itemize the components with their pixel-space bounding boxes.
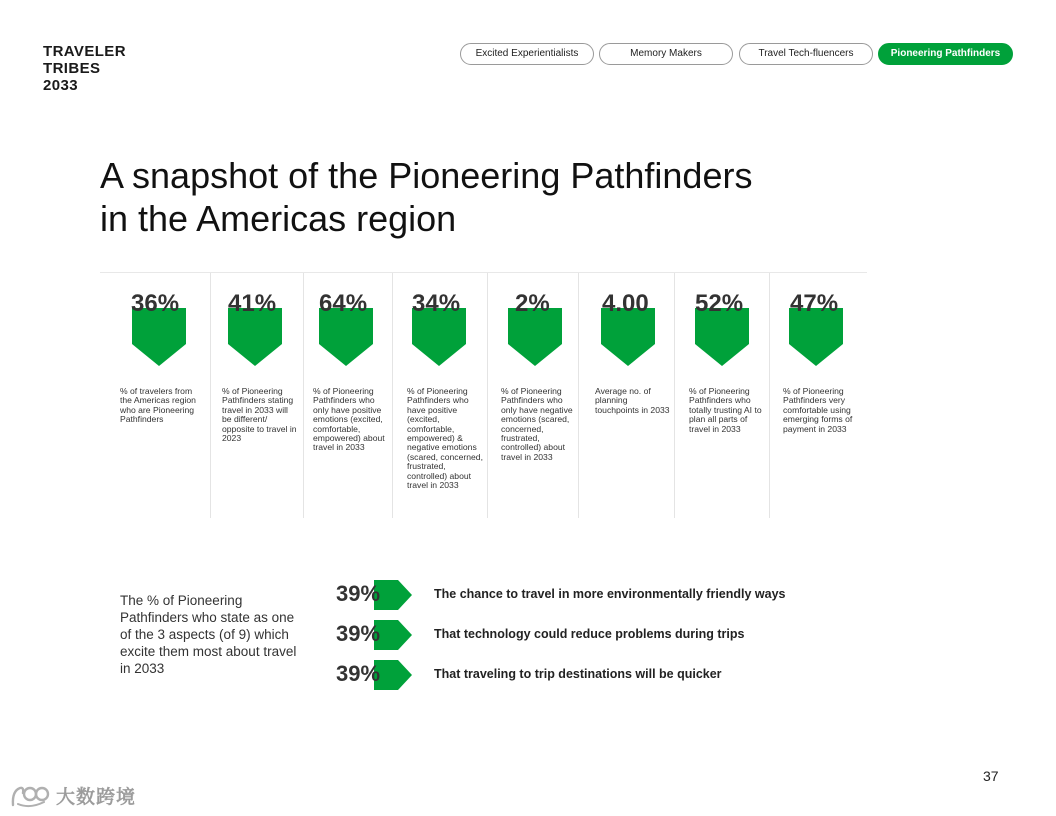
tab-travel-tech-fluencers[interactable]: Travel Tech-fluencers	[739, 43, 873, 65]
stat-value: 41%	[228, 290, 277, 317]
stat-card	[303, 273, 393, 518]
stat-card	[100, 273, 210, 518]
stat-description: % of Pioneering Pathfinders who have positive (excited, comfortable, empowered) & negative emotions (scared, concerned, frustrated, controlled) about travel in 2033	[407, 386, 483, 491]
excite-item-label: That traveling to trip destinations will be quicker	[434, 667, 722, 681]
excite-item-value: 39%	[336, 661, 381, 686]
page-title-line-2: in the Americas region	[100, 198, 457, 239]
stat-card	[769, 273, 868, 518]
watermark-text: 大数跨境	[56, 787, 137, 808]
stat-description: % of Pioneering Pathfinders who totally trusting AI to plan all parts of travel in 2033	[689, 386, 762, 434]
stats-row	[100, 273, 867, 518]
stat-description: % of Pioneering Pathfinders who only have positive emotions (excited, comfortable, empowered) about travel in 2033	[313, 386, 385, 453]
stat-card	[210, 273, 304, 518]
stat-description: % of Pioneering Pathfinders very comfortable using emerging forms of payment in 2033	[783, 386, 853, 434]
stat-value: 36%	[131, 290, 180, 317]
stat-value: 47%	[790, 290, 839, 317]
page-title	[100, 154, 800, 240]
tab-memory-makers[interactable]: Memory Makers	[599, 43, 733, 65]
excite-item-label: The chance to travel in more environmentally friendly ways	[434, 587, 786, 601]
stat-description: % of travelers from the Americas region who are Pioneering Pathfinders	[120, 386, 196, 425]
stat-value: 4.00	[602, 290, 649, 317]
stat-card	[674, 273, 770, 518]
stat-value: 64%	[319, 290, 368, 317]
excite-item-value: 39%	[336, 581, 381, 606]
tab-pioneering-pathfinders[interactable]: Pioneering Pathfinders	[878, 43, 1013, 65]
page-number: 37	[983, 768, 999, 784]
brand-line-2: TRIBES	[43, 60, 101, 77]
brand-logo	[43, 43, 163, 94]
stat-description: % of Pioneering Pathfinders stating travel in 2033 will be different/ opposite to travel in 2023	[222, 386, 297, 444]
stat-value: 2%	[515, 290, 550, 317]
stat-description: Average no. of planning touchpoints in 2033	[595, 386, 670, 415]
stat-value: 34%	[412, 290, 461, 317]
page-title-line-1: A snapshot of the Pioneering Pathfinders	[100, 155, 753, 196]
stat-card	[392, 273, 488, 518]
excite-item-label: That technology could reduce problems during trips	[434, 627, 745, 641]
watermark	[10, 782, 136, 809]
brand-line-1: TRAVELER	[43, 43, 126, 60]
tab-excited-experientialists[interactable]: Excited Experientialists	[460, 43, 594, 65]
stat-value: 52%	[695, 290, 744, 317]
excite-intro-text: The % of Pioneering Pathfinders who state as one of the 3 aspects (of 9) which excite them most about travel in 2033	[120, 593, 297, 676]
brand-line-3: 2033	[43, 77, 78, 94]
excite-item-value: 39%	[336, 621, 381, 646]
stat-card	[578, 273, 675, 518]
stat-description: % of Pioneering Pathfinders who only have negative emotions (scared, concerned, frustrated, controlled) about travel in 2033	[501, 386, 573, 462]
watermark-logo-icon	[10, 783, 50, 809]
stat-card	[487, 273, 579, 518]
